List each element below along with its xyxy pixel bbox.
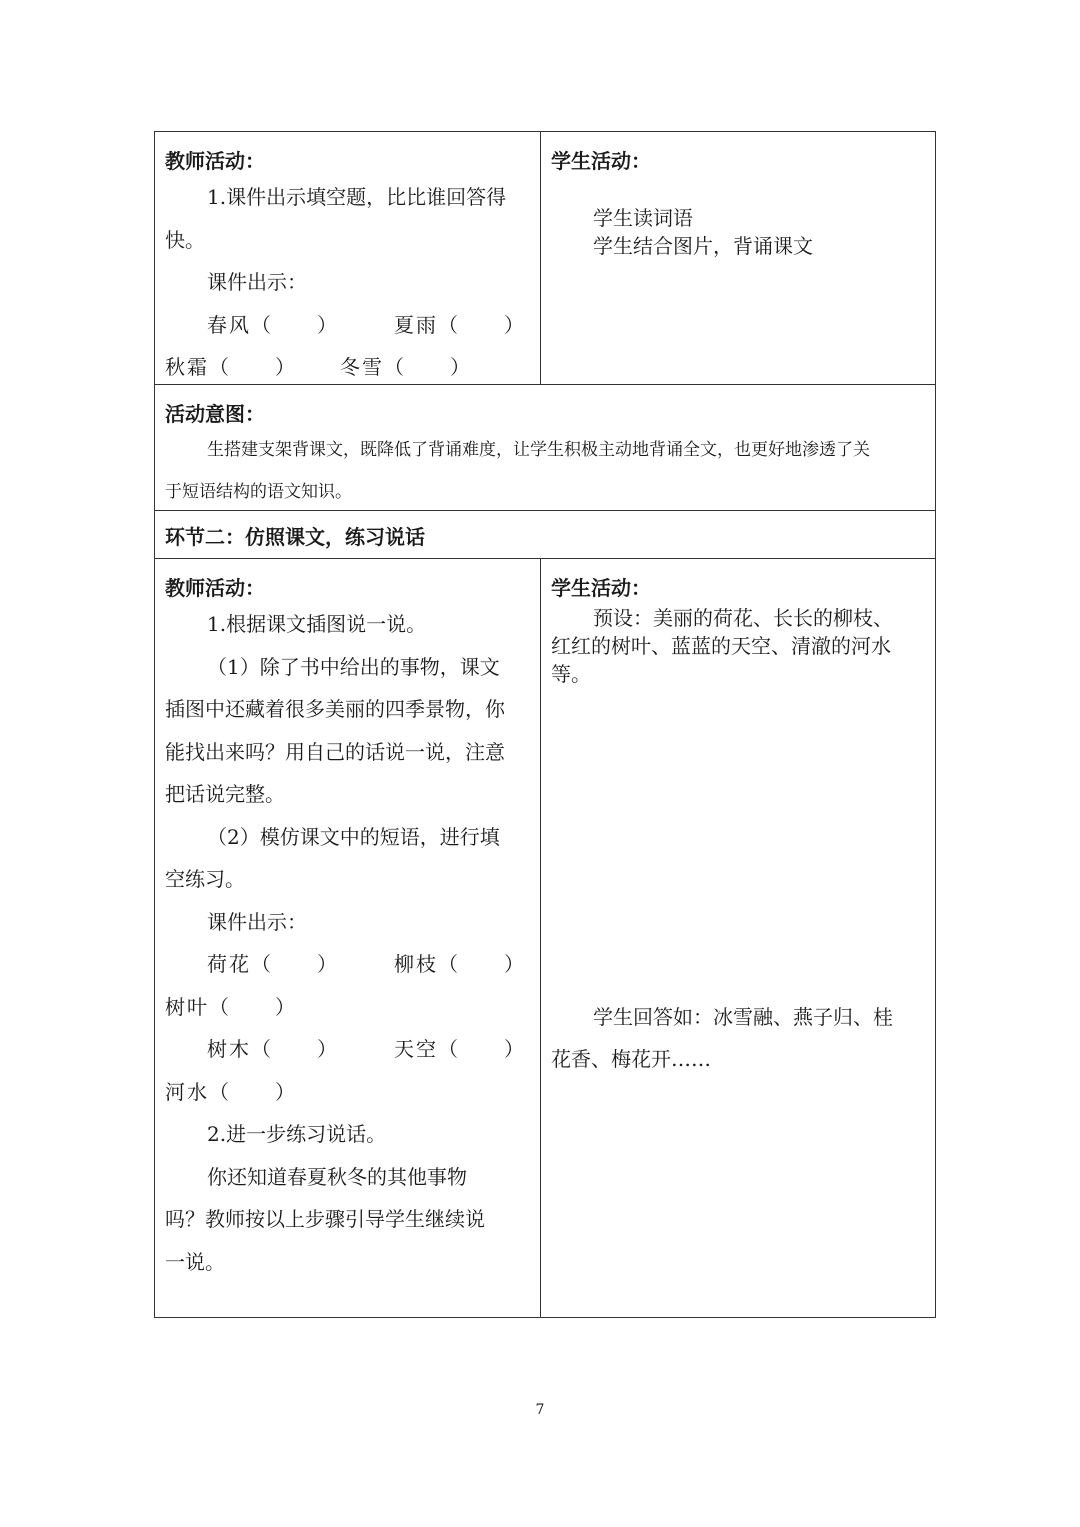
teacher-text: 2.进一步练习说话。 [207,1122,387,1146]
student-text: 学生读词语 [593,206,693,230]
student-text: 花香、梅花开…… [551,1047,711,1071]
blank-item: 春风（ ） [207,313,339,337]
page-number: 7 [535,1402,545,1418]
blank-item: 荷花（ ） [207,952,339,976]
teacher-text: 能找出来吗？用自己的话说一说，注意 [165,740,505,764]
teacher-text: 把话说完整。 [165,782,285,806]
teacher-heading: 教师活动： [165,149,265,173]
phase-title: 环节二：仿照课文，练习说话 [165,525,425,549]
student-text: 学生结合图片，背诵课文 [593,234,813,258]
teacher-text: （1）除了书中给出的事物，课文 [207,655,500,679]
column-divider-1 [540,131,541,384]
intent-text: 于短语结构的语文知识。 [165,482,352,502]
row-divider-2 [154,510,936,511]
blank-item: 树叶（ ） [165,995,297,1019]
teacher-heading: 教师活动： [165,576,265,600]
blank-item: 树木（ ） [207,1037,339,1061]
student-text: 红红的树叶、蓝蓝的天空、清澈的河水 [551,634,891,658]
lesson-table [154,131,936,1318]
row-divider-1 [154,384,936,385]
row-divider-3 [154,558,936,559]
teacher-text: 1.课件出示填空题，比比谁回答得 [207,185,507,209]
blank-item: 秋霜（ ） [165,355,297,379]
blank-item: 冬雪（ ） [340,355,472,379]
teacher-text: 一说。 [165,1250,225,1274]
blank-item: 夏雨（ ） [394,313,526,337]
table-border-bottom [154,1317,936,1318]
blank-item: 天空（ ） [394,1037,526,1061]
table-border-left [154,131,155,1318]
courseware-label: 课件出示： [207,270,307,294]
teacher-text: 你还知道春夏秋冬的其他事物 [207,1165,467,1189]
intent-text: 生搭建支架背课文，既降低了背诵难度，让学生积极主动地背诵全文，也更好地渗透了关 [207,440,870,460]
teacher-text: 快。 [165,228,205,252]
table-border-right [935,131,936,1318]
student-text: 预设：美丽的荷花、长长的柳枝、 [593,606,893,630]
teacher-text: 吗？教师按以上步骤引导学生继续说 [165,1207,485,1231]
blank-item: 河水（ ） [165,1080,297,1104]
student-text: 学生回答如：冰雪融、燕子归、桂 [593,1005,893,1029]
intent-heading: 活动意图： [165,402,265,426]
column-divider-2 [540,558,541,1318]
student-text: 等。 [551,662,591,686]
blank-item: 柳枝（ ） [394,952,526,976]
student-heading: 学生活动： [551,576,651,600]
teacher-text: 空练习。 [165,867,245,891]
courseware-label: 课件出示： [207,910,307,934]
student-heading: 学生活动： [551,149,651,173]
teacher-text: （2）模仿课文中的短语，进行填 [207,825,500,849]
table-border-top [154,131,936,132]
teacher-text: 插图中还藏着很多美丽的四季景物，你 [165,697,505,721]
teacher-text: 1.根据课文插图说一说。 [207,612,427,636]
